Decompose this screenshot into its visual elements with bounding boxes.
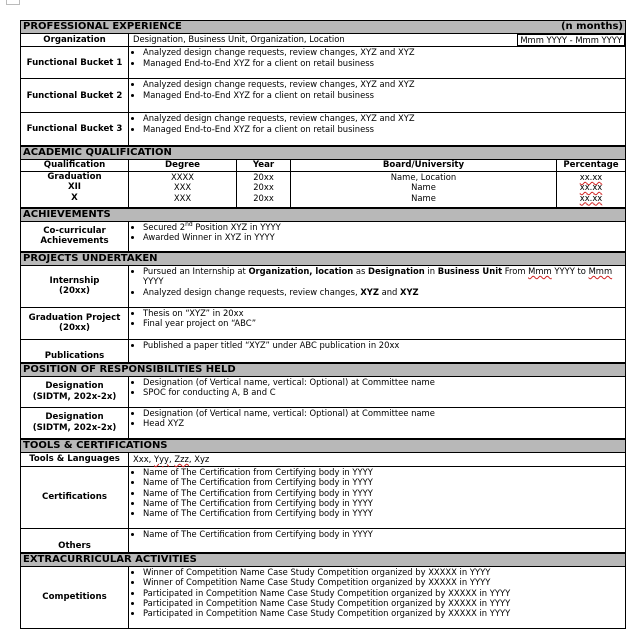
text-span: YYYY [143, 276, 164, 287]
list-item: • Analyzed design change requests, review changes, XYZ and XYZ [143, 79, 621, 89]
tools-row [21, 452, 626, 466]
bold-span: Designation [368, 265, 425, 276]
academic-table [20, 146, 626, 207]
col-header: Year [237, 160, 291, 171]
achievement-label-line: Co-curricular [43, 225, 106, 236]
bucket-row [21, 79, 626, 113]
col-header: Degree [129, 160, 237, 171]
label-line: (20xx) [59, 286, 90, 297]
section-header-projects [21, 252, 626, 265]
responsibility-cell [129, 376, 626, 407]
org-row [21, 34, 626, 47]
graduation-project-row [21, 307, 626, 339]
bucket-row [21, 113, 626, 146]
extracurricular-table [20, 553, 626, 629]
percentage-cell [557, 171, 626, 207]
list-item: • Head XYZ [143, 418, 621, 428]
list-item: • Managed End-to-End XYZ for a client on retail business [143, 124, 621, 134]
qualification-value: Graduation [47, 171, 102, 182]
bold-span: Organization, location [248, 265, 354, 276]
achievement-cell [129, 221, 626, 251]
list-item: • Managed End-to-End XYZ for a client on retail business [143, 90, 621, 100]
degree-cell [129, 171, 237, 207]
list-item: • Participated in Competition Name Case Study Competition organized by XXXXX in YYYY [143, 588, 621, 598]
experience-duration: (n months) [560, 21, 623, 32]
bucket-row [21, 47, 626, 79]
list-item: • Thesis on “XYZ” in 20xx [143, 308, 621, 318]
list-item: • Winner of Competition Name Case Study Competition organized by XXXXX in YYYY [143, 577, 621, 587]
section-header-experience [21, 21, 626, 34]
responsibility-label [21, 376, 129, 407]
responsibility-row [21, 407, 626, 438]
competitions-row [21, 566, 626, 628]
list-item: • Analyzed design change requests, review changes, XYZ and XYZ [143, 113, 621, 123]
label-line: (SIDTM, 202x-2x) [32, 422, 117, 433]
label-line: Designation [45, 381, 104, 392]
percentage-value: xx.xx [579, 182, 603, 193]
degree-value: XXX [173, 192, 192, 203]
col-header: Percentage [557, 160, 626, 171]
list-item: • Awarded Winner in XYZ in YYYY [143, 232, 621, 242]
competitions-cell [129, 566, 626, 628]
responsibilities-table [20, 363, 626, 439]
achievement-row [21, 221, 626, 251]
publications-cell [129, 339, 626, 362]
list-item: • Participated in Competition Name Case Study Competition organized by XXXXX in YYYY [143, 598, 621, 608]
section-title: ACADEMIC QUALIFICATION [21, 147, 626, 160]
degree-value: XXX [173, 182, 192, 193]
achievements-table [20, 208, 626, 252]
section-header-academic [21, 147, 626, 160]
list-item [143, 287, 621, 297]
others-label: Others [21, 528, 129, 552]
publications-row [21, 339, 626, 362]
tools-label: Tools & Languages [21, 452, 129, 466]
text-span: and [378, 286, 401, 297]
col-header: Board/University [291, 160, 557, 171]
internship-label [21, 265, 129, 307]
org-label: Organization [21, 34, 129, 47]
list-item: • Participated in Competition Name Case Study Competition organized by XXXXX in YYYY [143, 608, 621, 618]
text-span: Mmm [588, 265, 613, 276]
bold-span: Business Unit [437, 265, 503, 276]
text-span: Position XYZ in YYYY [192, 221, 281, 232]
achievement-label [21, 221, 129, 251]
competitions-label: Competitions [21, 566, 129, 628]
text-span: From [502, 265, 529, 276]
list-item: • Managed End-to-End XYZ for a client on retail business [143, 58, 621, 68]
others-row [21, 528, 626, 552]
board-cell [291, 171, 557, 207]
bucket-cell [129, 79, 626, 113]
tool-name: Xyz [194, 454, 210, 465]
text-span: Analyzed design change requests, review changes, [143, 286, 361, 297]
tools-cell: Xxx, Yyy, Zzz, Xyz [129, 452, 626, 466]
academic-header-row [21, 160, 626, 171]
tool-name: Xxx [133, 454, 149, 465]
achievement-label-line: Achievements [40, 236, 109, 247]
list-item: • Published a paper titled “XYZ” under ABC publication in 20xx [143, 340, 621, 350]
certifications-row [21, 466, 626, 528]
responsibility-row [21, 376, 626, 407]
internship-row [21, 265, 626, 307]
section-title: EXTRACURRICULAR ACTIVITIES [21, 553, 626, 566]
section-title: ACHIEVEMENTS [21, 208, 626, 221]
bucket-cell [129, 113, 626, 146]
section-title: PROFESSIONAL EXPERIENCE [23, 21, 182, 32]
list-item: • Analyzed design change requests, review changes, XYZ and XYZ [143, 47, 621, 57]
col-header: Qualification [21, 160, 129, 171]
tool-name: Zzz [174, 454, 189, 465]
text-span: Pursued an Internship at [143, 265, 249, 276]
bucket-cell [129, 47, 626, 79]
text-span: Secured 2 [143, 221, 186, 232]
list-item: • Designation (of Vertical name, vertical: Optional) at Committee name [143, 408, 621, 418]
qualification-cell [21, 171, 129, 207]
section-title: POSITION OF RESPONSIBILITIES HELD [21, 363, 626, 376]
degree-value: XXXX [171, 171, 194, 182]
text-span: Mmm [528, 265, 552, 276]
org-value-cell [129, 34, 626, 47]
others-cell [129, 528, 626, 552]
list-item: • Winner of Competition Name Case Study Competition organized by XXXXX in YYYY [143, 567, 621, 577]
bold-span: XYZ [360, 286, 379, 297]
projects-table [20, 252, 626, 363]
text-span: as [353, 265, 369, 276]
resume-page [20, 0, 626, 629]
publications-label: Publications [21, 339, 129, 362]
tools-table [20, 439, 626, 553]
year-value: 20xx [253, 171, 274, 182]
list-item: • Designation (of Vertical name, vertical: Optional) at Committee name [143, 377, 621, 387]
year-value: 20xx [253, 192, 274, 203]
board-value: Name, Location [390, 171, 457, 182]
text-span: in [424, 265, 438, 276]
list-item [143, 266, 621, 287]
text-span: YYYY to [551, 265, 589, 276]
section-header-responsibilities [21, 363, 626, 376]
board-value: Name [411, 192, 436, 203]
label-line: Designation [45, 412, 104, 423]
list-item: • Name of The Certification from Certifying body in YYYY [143, 508, 621, 518]
label-line: Graduation Project [28, 312, 121, 323]
section-title: TOOLS & CERTIFICATIONS [21, 439, 626, 452]
org-value: Designation, Business Unit, Organization, Location [133, 34, 345, 44]
list-item: • Name of The Certification from Certifying body in YYYY [143, 488, 621, 498]
year-cell [237, 171, 291, 207]
year-value: 20xx [253, 182, 274, 193]
section-header-achievements [21, 208, 626, 221]
section-header-tools [21, 439, 626, 452]
bucket-label: Functional Bucket 3 [21, 113, 129, 146]
academic-body [21, 171, 626, 207]
bold-span: XYZ [400, 286, 419, 297]
label-line: Internship [49, 275, 100, 286]
tool-name: Yyy [153, 454, 170, 465]
list-item [143, 222, 621, 232]
label-line: (20xx) [59, 323, 90, 334]
superscript: nd [185, 221, 193, 229]
list-item: • Name of The Certification from Certifying body in YYYY [143, 529, 621, 539]
section-header-extracurricular [21, 553, 626, 566]
qualification-value: X [71, 192, 78, 203]
internship-cell [129, 265, 626, 307]
bucket-label: Functional Bucket 2 [21, 79, 129, 113]
responsibility-cell [129, 407, 626, 438]
section-title: PROJECTS UNDERTAKEN [21, 252, 626, 265]
experience-table [20, 20, 626, 146]
list-item: • Name of The Certification from Certifying body in YYYY [143, 467, 621, 477]
certifications-cell [129, 466, 626, 528]
percentage-value: xx.xx [579, 171, 603, 182]
percentage-value: xx.xx [579, 192, 603, 203]
qualification-value: XII [67, 182, 82, 193]
experience-dates: Mmm YYYY - Mmm YYYY [517, 34, 625, 46]
list-item: • Name of The Certification from Certifying body in YYYY [143, 498, 621, 508]
list-item: • Final year project on “ABC” [143, 318, 621, 328]
certifications-label: Certifications [21, 466, 129, 528]
responsibility-label [21, 407, 129, 438]
list-item: • SPOC for conducting A, B and C [143, 387, 621, 397]
board-value: Name [411, 182, 436, 193]
graduation-project-cell [129, 307, 626, 339]
list-item: • Name of The Certification from Certifying body in YYYY [143, 477, 621, 487]
label-line: (SIDTM, 202x-2x) [32, 391, 117, 402]
bucket-label: Functional Bucket 1 [21, 47, 129, 79]
page-corner-mark [6, 0, 20, 5]
graduation-project-label [21, 307, 129, 339]
